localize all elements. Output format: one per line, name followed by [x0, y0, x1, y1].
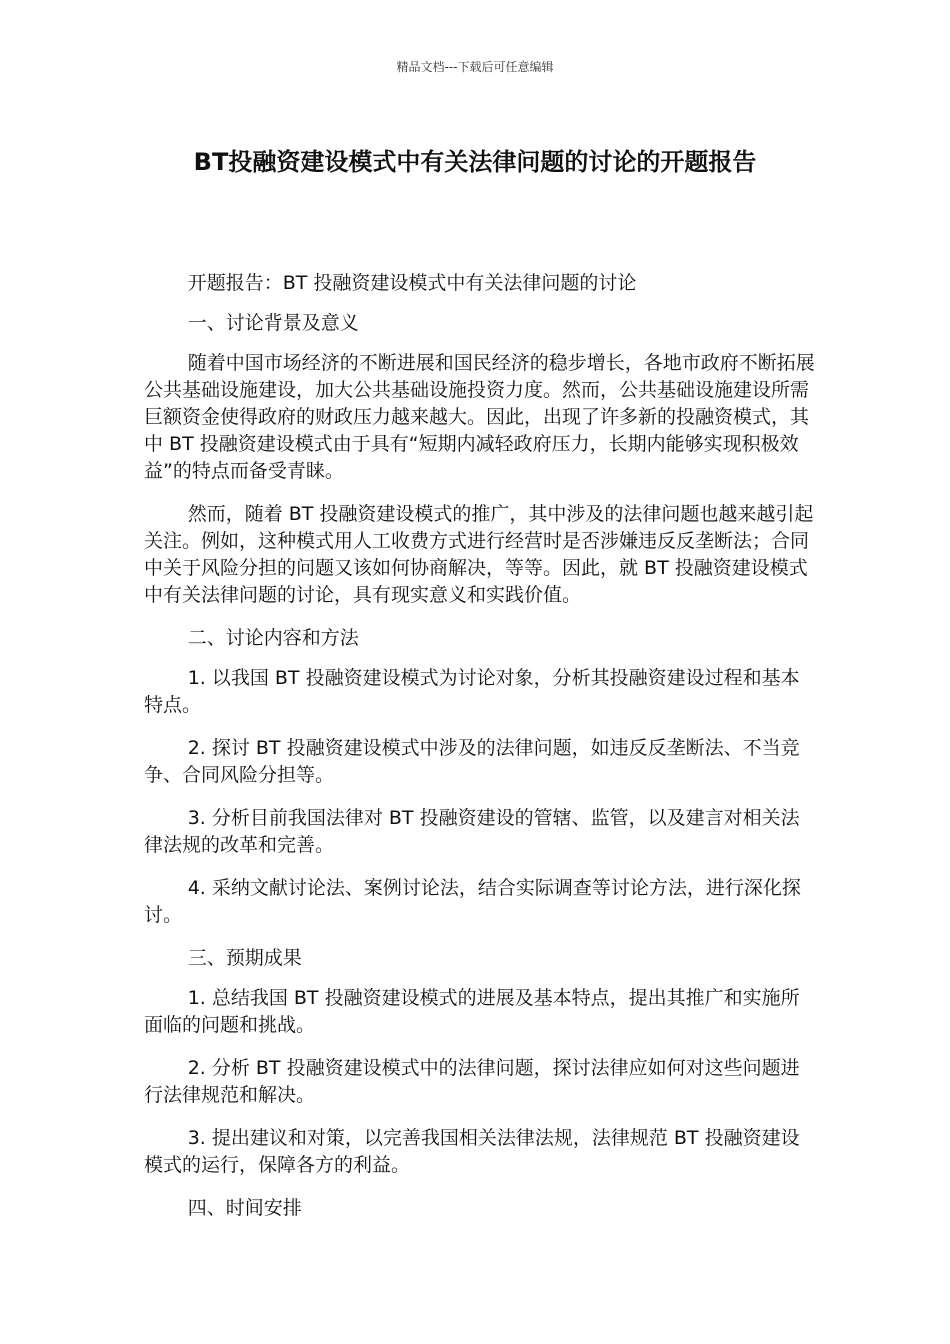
- list-item-result-1: 1. 总结我国 BT 投融资建设模式的进展及基本特点，提出其推广和实施所面临的问题和挑战。: [144, 987, 800, 1036]
- section-heading-schedule: 四、时间安排: [187, 1197, 302, 1219]
- document-body: [144, 270, 816, 1235]
- list-item-result-2: 2. 分析 BT 投融资建设模式中的法律问题，探讨法律应如何对这些问题进行法律规范和解决。: [144, 1057, 800, 1106]
- section-heading-background: 一、讨论背景及意义: [187, 312, 359, 334]
- list-item-result-3: 3. 提出建议和对策，以完善我国相关法律法规，法律规范 BT 投融资建设模式的运行，保障各方的利益。: [144, 1127, 800, 1176]
- paragraph-background-1: 随着中国市场经济的不断进展和国民经济的稳步增长，各地市政府不断拓展公共基础设施建设，加大公共基础设施投资力度。然而，公共基础设施建设所需巨额资金使得政府的财政压力越来越大。因此，出现了许多新的投融资模式，其中 BT 投融资建设模式由于具有“短期内减轻政府压力，长期内能够实现积极效益”的特点而备受青睐。: [144, 352, 815, 482]
- document-title: BT投融资建设模式中有关法律问题的讨论的开题报告: [193, 148, 757, 176]
- paragraph-background-2: 然而，随着 BT 投融资建设模式的推广，其中涉及的法律问题也越来越引起关注。例如，这种模式用人工收费方式进行经营时是否涉嫌违反反垄断法；合同中关于风险分担的问题又该如何协商解决，等等。因此，就 BT 投融资建设模式中有关法律问题的讨论，具有现实意义和实践价值。: [144, 503, 814, 606]
- header-note: 精品文档---下载后可任意编辑: [396, 60, 554, 74]
- section-heading-content-methods: 二、讨论内容和方法: [187, 627, 359, 649]
- list-item-content-1: 1. 以我国 BT 投融资建设模式为讨论对象，分析其投融资建设过程和基本特点。: [144, 667, 800, 716]
- report-subtitle: 开题报告：BT 投融资建设模式中有关法律问题的讨论: [187, 272, 637, 294]
- list-item-content-4: 4. 采纳文献讨论法、案例讨论法，结合实际调查等讨论方法，进行深化探讨。: [144, 877, 801, 926]
- list-item-content-2: 2. 探讨 BT 投融资建设模式中涉及的法律问题，如违反反垄断法、不当竞争、合同风险分担等。: [144, 737, 800, 786]
- section-heading-expected-results: 三、预期成果: [187, 947, 302, 969]
- list-item-content-3: 3. 分析目前我国法律对 BT 投融资建设的管辖、监管，以及建言对相关法律法规的改革和完善。: [144, 807, 800, 856]
